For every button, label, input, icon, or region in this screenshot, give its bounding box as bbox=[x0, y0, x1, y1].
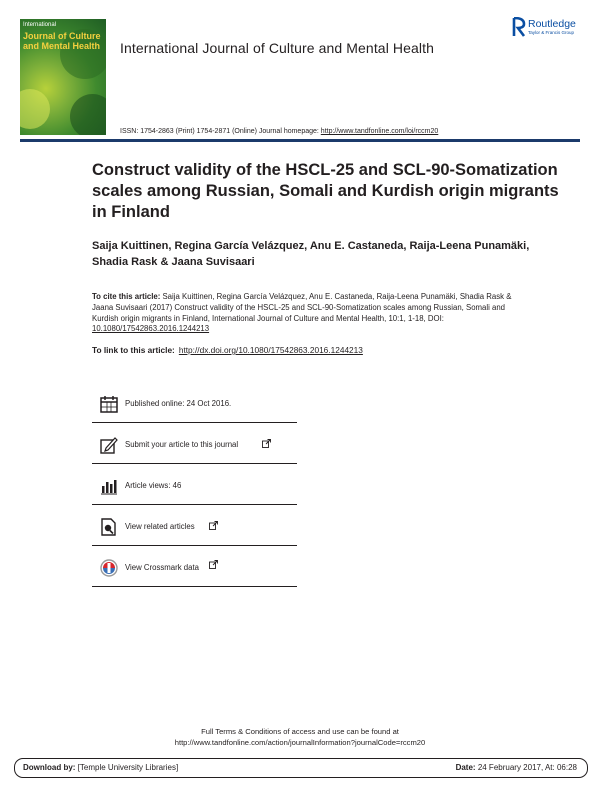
download-bar bbox=[14, 758, 588, 778]
submit-article-link[interactable]: Submit your article to this journal bbox=[125, 440, 239, 449]
info-row-published bbox=[92, 382, 297, 423]
crossmark-icon bbox=[100, 559, 118, 577]
citation bbox=[92, 292, 522, 335]
journal-homepage-link[interactable]: http://www.tandfonline.com/loi/rccm20 bbox=[320, 128, 439, 135]
publisher-tagline: Taylor & Francis Group bbox=[528, 30, 575, 35]
external-link-icon bbox=[262, 439, 271, 448]
downloaded-by bbox=[23, 763, 178, 772]
date-value: 24 February 2017, At: 06:28 bbox=[477, 763, 577, 772]
cite-doi-link[interactable]: 10.1080/17542863.2016.1244213 bbox=[92, 324, 210, 334]
cite-text: Saija Kuittinen, Regina García Velázquez, Anu E. Castaneda, Raija-Leena Punamäki, Shadia Rask & Jaana Suvisaari (2017) Construct validity of the HSCL-25 and SCL-90-Somatization scales among Russian, Somali and Kurdish origin migrants in Finland, International Journal of Culture and Mental Health, 10:1, 1-18, DOI: bbox=[92, 292, 512, 323]
info-row-submit[interactable] bbox=[92, 423, 297, 464]
article-views: Article views: 46 bbox=[125, 481, 182, 490]
issn-line bbox=[120, 128, 438, 135]
publisher-logo[interactable] bbox=[512, 17, 588, 39]
published-date: Published online: 24 Oct 2016. bbox=[125, 399, 232, 408]
download-date bbox=[456, 763, 577, 772]
related-articles-icon bbox=[100, 518, 118, 536]
article-link bbox=[92, 345, 363, 355]
info-row-views bbox=[92, 464, 297, 505]
date-label: Date: bbox=[455, 763, 476, 772]
header-rule bbox=[20, 139, 580, 142]
info-row-crossmark[interactable] bbox=[92, 546, 297, 587]
routledge-logo-icon bbox=[512, 17, 526, 37]
cover-title: Journal of Culture and Mental Health bbox=[23, 31, 101, 51]
doi-link[interactable]: http://dx.doi.org/10.1080/17542863.2016.1244213 bbox=[178, 345, 363, 355]
external-link-icon bbox=[209, 560, 218, 569]
terms-line: Full Terms & Conditions of access and use can be found at bbox=[201, 727, 399, 736]
external-link-icon bbox=[209, 521, 218, 530]
journal-title[interactable]: International Journal of Culture and Mental Health bbox=[120, 40, 434, 56]
downloaded-by-label: Download by: bbox=[23, 763, 76, 772]
article-authors: Saija Kuittinen, Regina García Velázquez, Anu E. Castaneda, Raija-Leena Punamäki, Shadia Rask & Jaana Suvisaari bbox=[92, 240, 530, 268]
link-label: To link to this article: bbox=[92, 345, 175, 355]
info-row-related[interactable] bbox=[92, 505, 297, 546]
crossmark-link[interactable]: View Crossmark data bbox=[125, 563, 199, 572]
cover-small-text: International bbox=[23, 22, 57, 28]
issn-text: ISSN: 1754-2863 (Print) 1754-2871 (Online) Journal homepage: bbox=[120, 128, 319, 135]
related-articles-link[interactable]: View related articles bbox=[125, 522, 195, 531]
edit-icon bbox=[100, 436, 118, 454]
calendar-icon bbox=[100, 395, 118, 413]
bar-chart-icon bbox=[100, 477, 118, 495]
article-title: Construct validity of the HSCL-25 and SCL-90-Somatization scales among Russian, Somali and Kurdish origin migrants in Finland bbox=[92, 161, 559, 221]
cite-label: To cite this article: bbox=[92, 292, 161, 301]
downloaded-by-value: [Temple University Libraries] bbox=[77, 763, 179, 772]
journal-cover bbox=[20, 19, 106, 135]
publisher-name: Routledge bbox=[528, 18, 576, 30]
terms-url[interactable]: http://www.tandfonline.com/action/journalInformation?journalCode=rccm20 bbox=[174, 738, 426, 747]
